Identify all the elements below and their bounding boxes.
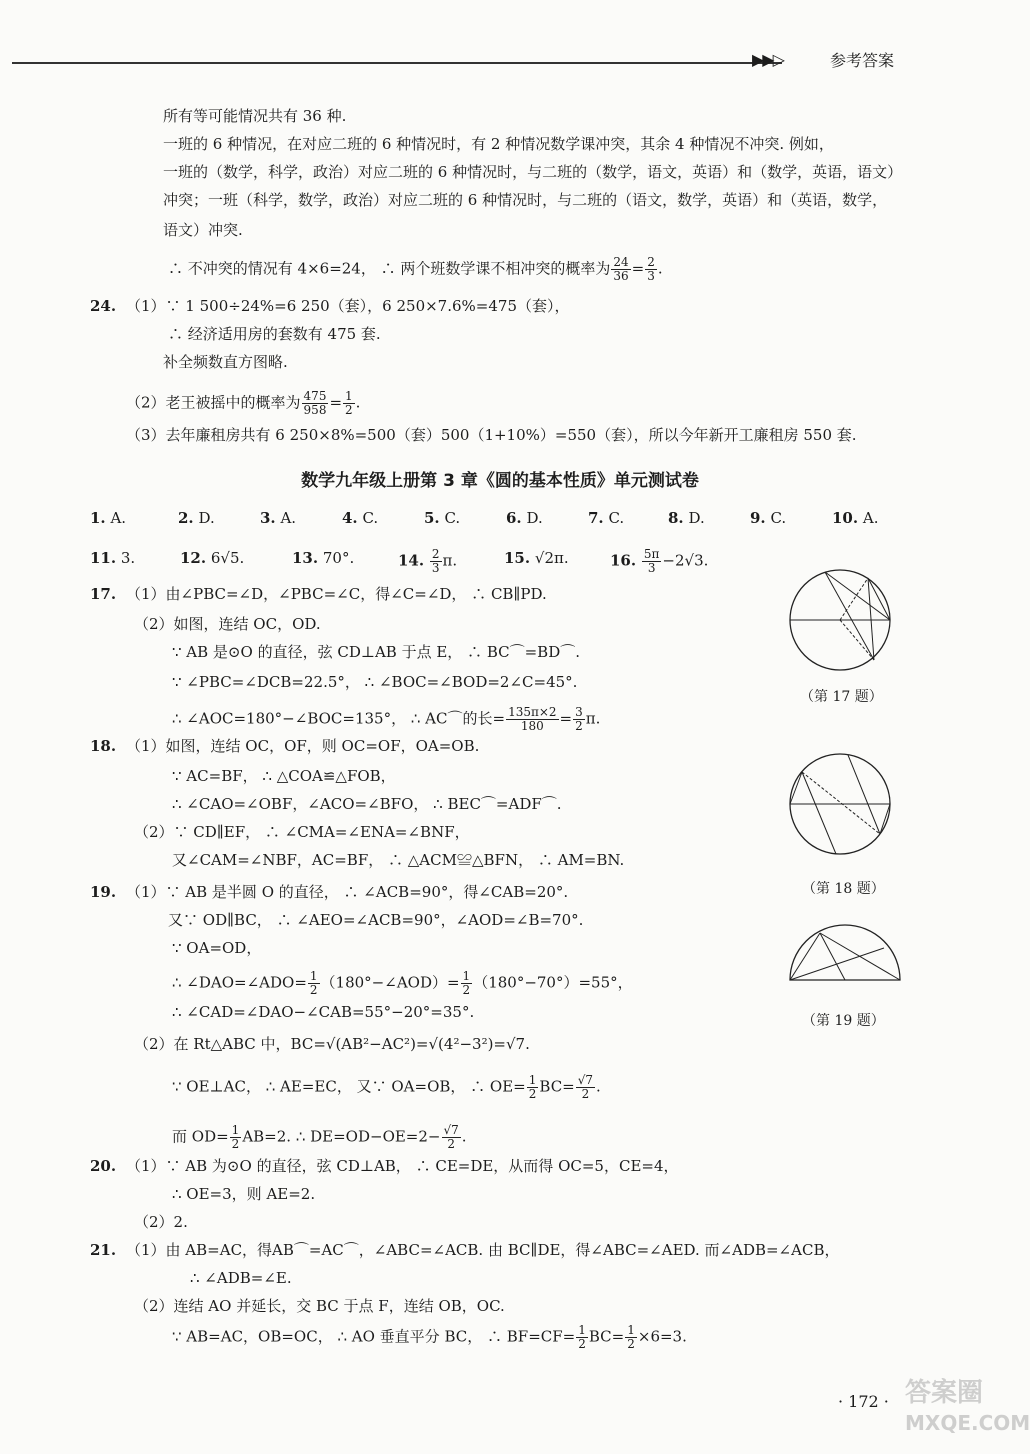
figure-caption: （第 18 题） (802, 881, 885, 897)
fill-item: 12. 6√5. (180, 549, 245, 567)
question-number: 21. (90, 1241, 117, 1259)
fraction: $\frac{1}{2}$ (528, 1073, 537, 1101)
answer-line: （2）∵ CD∥EF， ∴ ∠CMA=∠ENA=∠BNF， (134, 823, 470, 841)
watermark-logo: 答案圈 MXQE.COM (905, 1378, 1030, 1435)
mc-item: 4. C. (342, 509, 379, 527)
figure-17-diagram (770, 578, 910, 678)
text-line: 语文）冲突. (163, 221, 243, 239)
answer-line: ∴ ∠DAO=∠ADO= $\frac{1}{2}$ （180°−∠AOD）= $\frac{1}{2}$ （180°−70°）=55°， (172, 969, 633, 997)
fraction: $\frac{3}{2}$ (575, 705, 583, 733)
answer-line: （2）如图，连结 OC，OD. (134, 615, 321, 633)
answer-line: ∴ ∠AOC=180°−∠BOC=135°， ∴ AC⌒的长= $\frac{135\pi\times 2}{180}$ = $\frac{3}{2}$ π. (172, 705, 601, 733)
answer-line: ∵ AB=AC，OB=OC， ∴ AO 垂直平分 BC， ∴ BF=CF= $\frac{1}{2}$ BC= $\frac{1}{2}$ ×6=3. (172, 1323, 687, 1351)
answer-line: （1）∵ AB 是半圆 O 的直径， ∴ ∠ACB=90°，得∠CAB=20°. (126, 883, 569, 901)
answer-line: ∵ OA=OD， (172, 939, 262, 957)
fill-item: 13. 70°. (292, 549, 355, 567)
answer-line: ∴ ∠CAO=∠OBF，∠ACO=∠BFO， ∴ BEC⌒=ADF⌒. (172, 795, 562, 813)
fraction: $\frac{475}{958}$ (303, 389, 327, 417)
answer-line: （1）∵ 1 500÷24%=6 250（套），6 250×7.6%=475（套）， (126, 297, 570, 315)
fraction: $\frac{2}{3}$ (647, 255, 655, 283)
fill-item: 15. √2π. (504, 549, 569, 567)
fill-item: 11. 3. (90, 549, 136, 567)
fraction: $\frac{1}{2}$ (231, 1123, 240, 1151)
text-line: 一班的 6 种情况，在对应二班的 6 种情况时，有 2 种情况数学课冲突，其余 4 种情况不冲突. 例如， (163, 135, 834, 153)
figure-19-diagram (780, 920, 910, 990)
answer-line: ∵ OE⊥AC， ∴ AE=EC， 又∵ OA=OB， ∴ OE= $\frac{1}{2}$ BC= $\frac{√7}{2}$ . (172, 1073, 601, 1101)
fraction: $\frac{1}{2}$ (578, 1323, 586, 1351)
mc-item: 3. A. (260, 509, 297, 527)
header-rule (12, 62, 782, 64)
text-line: 所有等可能情况共有 36 种. (163, 107, 347, 125)
question-number: 18. (90, 737, 117, 755)
figure-caption: （第 17 题） (800, 689, 883, 705)
question-number: 17. (90, 585, 117, 603)
question-number: 24. (90, 297, 117, 315)
question-number: 20. (90, 1157, 117, 1175)
figure-caption: （第 19 题） (802, 1013, 885, 1029)
answer-line: ∴ ∠ADB=∠E. (190, 1269, 292, 1287)
header-title: 参考答案 (830, 51, 895, 70)
answer-line: ∴ ∠CAD=∠DAO−∠CAB=55°−20°=35°. (172, 1003, 475, 1021)
answer-line: ∴ OE=3，则 AE=2. (172, 1185, 316, 1203)
fraction: $\frac{1}{2}$ (309, 969, 318, 997)
answer-line: （2）2. (134, 1213, 188, 1231)
answer-line: （2）老王被摇中的概率为 $\frac{475}{958}$ = $\frac{1}{2}$ . (126, 389, 361, 417)
fraction: $\frac{135\pi\times 2}{180}$ (508, 705, 557, 733)
answer-line: （2）连结 AO 并延长，交 BC 于点 F，连结 OB，OC. (134, 1297, 505, 1315)
answer-line: ∵ AB 是⊙O 的直径，弦 CD⊥AB 于点 E， ∴ BC⌒=BD⌒. (172, 643, 580, 661)
fraction: $\frac{√7}{2}$ (443, 1123, 459, 1151)
mc-item: 7. C. (588, 509, 625, 527)
fraction: $\frac{5\pi}{3}$ (643, 547, 660, 575)
answer-line: （1）如图，连结 OC，OF，则 OC=OF，OA=OB. (126, 737, 480, 755)
mc-item: 9. C. (750, 509, 787, 527)
answer-line: （1）由∠PBC=∠D，∠PBC=∠C，得∠C=∠D， ∴ CB∥PD. (126, 585, 547, 603)
fraction: $\frac{1}{2}$ (345, 389, 353, 417)
fill-item: 16. $\frac{5\pi}{3}$ −2√3. (610, 547, 709, 575)
answer-line: 而 OD= $\frac{1}{2}$ AB=2. ∴ DE=OD−OE=2− $\frac{√7}{2}$ . (172, 1123, 467, 1151)
header-arrows-icon: ▶▶▷ (752, 50, 783, 69)
answer-line: 又∵ OD∥BC， ∴ ∠AEO=∠ACB=90°，∠AOD=∠B=70°. (168, 911, 584, 929)
figure-18-diagram (780, 758, 910, 868)
fraction: $\frac{1}{2}$ (627, 1323, 635, 1351)
mc-item: 5. C. (424, 509, 461, 527)
answer-line: （2）在 Rt△ABC 中，BC=√(AB²−AC²)=√(4²−3²)=√7. (134, 1035, 530, 1053)
fraction: $\frac{√7}{2}$ (577, 1073, 594, 1101)
probability-line: ∴ 不冲突的情况有 4×6=24， ∴ 两个班数学课不相冲突的概率为 $\frac{24}{36}$ = $\frac{2}{3}$ . (168, 255, 663, 283)
answer-line: （1）∵ AB 为⊙O 的直径，弦 CD⊥AB， ∴ CE=DE，从而得 OC=5，CE=4， (126, 1157, 679, 1175)
answer-line: ∴ 经济适用房的套数有 475 套. (168, 325, 381, 343)
question-number: 19. (90, 883, 117, 901)
fraction: $\frac{2}{3}$ (431, 547, 440, 575)
answer-line: （3）去年廉租房共有 6 250×8%=500（套）500（1+10%）=550（套），所以今年新开工廉租房 550 套. (126, 426, 857, 444)
text-line: 一班的（数学，科学，政治）对应二班的 6 种情况时，与二班的（数学，语文，英语）和（数学，英语，语文） (163, 163, 903, 181)
answer-line: 补全频数直方图略. (163, 353, 288, 371)
mc-item: 10. A. (832, 509, 879, 527)
answer-line: 又∠CAM=∠NBF，AC=BF， ∴ △ACM≌△BFN， ∴ AM=BN. (172, 851, 625, 869)
text-line: 冲突；一班（科学，数学，政治）对应二班的 6 种情况时，与二班的（语文，数学，英语）和（英语，数学， (163, 191, 888, 209)
fraction: $\frac{24}{36}$ (613, 255, 629, 283)
mc-item: 2. D. (178, 509, 215, 527)
fraction: $\frac{1}{2}$ (462, 969, 471, 997)
fill-item: 14. $\frac{2}{3}$ π. (398, 547, 458, 575)
answer-line: （1）由 AB=AC，得AB⌒=AC⌒，∠ABC=∠ACB. 由 BC∥DE，得∠ABC=∠AED. 而∠ADB=∠ACB， (126, 1241, 840, 1259)
mc-item: 1. A. (90, 509, 127, 527)
answer-line: ∵ AC=BF， ∴ △COA≌△FOB， (172, 767, 396, 785)
mc-item: 6. D. (506, 509, 543, 527)
answer-line: ∵ ∠PBC=∠DCB=22.5°， ∴ ∠BOC=∠BOD=2∠C=45°. (172, 673, 578, 691)
mc-item: 8. D. (668, 509, 705, 527)
section-title: 数学九年级上册第 3 章《圆的基本性质》单元测试卷 (301, 471, 699, 491)
page-number: · 172 · (838, 1392, 889, 1411)
